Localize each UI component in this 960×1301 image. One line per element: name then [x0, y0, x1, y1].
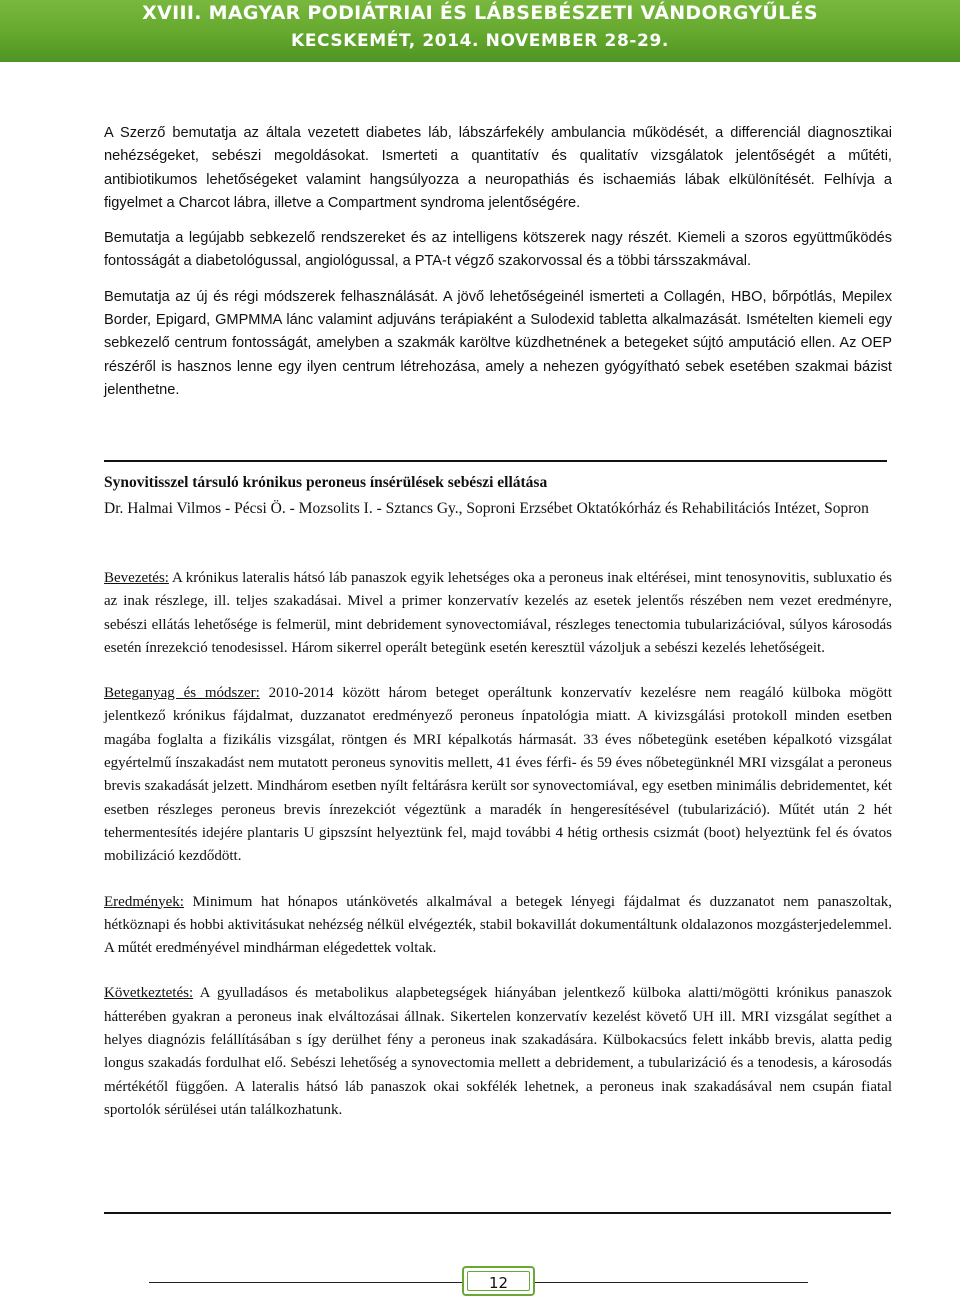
intro-paragraph: A Szerző bemutatja az általa vezetett diabetes láb, lábszárfekély ambulancia működését, a differenciál diagnosztikai nehézségeket, sebészi megoldásokat. Ismerteti a quantitatív és qualitatív vizsgálatok jelentőségét a műtéti, antibiotikumos lehetőségeket valamint hangsúlyozza a neuropathiás és ischaemiás lábak elkülönítését. Felhívja a figyelmet a Charcot lábra, illetve a Compartment syndroma jelentőségére.	[104, 125, 892, 211]
page-number-box	[462, 1266, 535, 1296]
page-number-box-inner	[467, 1271, 530, 1291]
section-text: A gyulladásos és metabolikus alapbetegségek hiányában jelentkező külboka alatti/mögötti krónikus panaszok hátterében gyakran a peroneus inak elváltozásai állnak. Sikertelen konzervatív kezelést követő UH ill. MRI vizsgálat segíthet a helyes diagnózis felállításában s így derülhet fény a peroneus inak szakadására. Külbokacsúcs felett inkább brevis, alatta pedig longus szakadás fordulhat elő. Sebészi lehetőség a synovectomia mellett a debridement, a tubularizáció és a tenodesis, a károsodás mértékétől függően. A lateralis hátsó láb panaszok okai sokfélék lehetnek, a peroneus inak szakadásával nem csupán fiatal sportolók sérülései után találkozhatunk.	[104, 985, 892, 1118]
article-authors: Dr. Halmai Vilmos - Pécsi Ö. - Mozsolits I. - Sztancs Gy., Soproni Erzsébet Oktatókórház és Rehabilitációs Intézet, Sopron	[104, 500, 869, 517]
section-text: 2010-2014 között három beteget operáltunk konzervatív kezelésre nem reagáló külboka mögött jelentkező krónikus fájdalmat, duzzanatot eredményező peroneus ínpatológia miatt. A kivizsgálási protokoll minden esetben magába foglalta a fizikális vizsgálat, röntgen és MRI képalkotás hármasát. 33 éves nőbetegünk esetében képalkotó vizsgálat egyértelmű ínszakadást nem mutatott peroneus synovitis mellett, 41 éves férfi- és 59 éves nőbetegünknél MRI vizsgálat a peroneus brevis szakadását jelzett. Mindhárom esetben nyílt feltárásra került sor synovectomiával, egy esetben minimális debridementet, két esetben részleges peroneus brevis ínrezekciót végeztünk a maradék ín hengeresítésével (tubularizáció). Műtét után 2 hét tehermentesítés idejére plantaris U gipszsínt helyeztünk fel, majd további 4 hétig orthesis csizmát (boot) helyeztünk fel és óvatos mobilizáció kezdődött.	[104, 685, 893, 865]
page-number: 12	[488, 1274, 509, 1292]
section-label: Következtetés:	[104, 985, 194, 1002]
footer-line-right	[535, 1282, 808, 1283]
section-text: Minimum hat hónapos utánkövetés alkalmával a betegek lényegi fájdalmat és duzzanatot nem panaszoltak, hétköznapi és hobbi aktivitásukat nehézség nélkül elvégezték, stabil bokavillát dokumentáltunk oldalazonos mozgásterjedelemmel. A műtét eredményével mindhárman elégedettek voltak.	[104, 893, 892, 957]
section-divider	[104, 460, 887, 462]
conference-location-date: KECSKEMÉT, 2014. NOVEMBER 28-29.	[291, 31, 669, 51]
intro-paragraph: Bemutatja az új és régi módszerek felhasználását. A jövő lehetőségeinél ismerteti a Collagén, HBO, bőrpótlás, Mepilex Border, Epigard, GMPMMA lánc valamint adjuváns terápiaként a Sulodexid tabletta alkalmazását. Ismételten kiemeli egy sebkezelő centrum fontosságát, amelyben a szakmák karöltve küzdhetnének a betegeket sújtó amputáció ellen. Az OEP részéről is hasznos lenne egy ilyen centrum létrehozása, amely a nehezen gyógyítható sebek esetében szakmai bázist jelenthetne.	[104, 288, 892, 398]
article-section-results	[104, 891, 892, 961]
conference-title: XVIII. MAGYAR PODIÁTRIAI ÉS LÁBSEBÉSZETI VÁNDORGYŰLÉS	[142, 2, 818, 24]
article-title: Synovitisszel társuló krónikus peroneus ínsérülések sebészi ellátása	[104, 474, 548, 491]
section-label: Eredmények:	[104, 893, 184, 910]
article-section-conclusion	[104, 982, 892, 1122]
section-text: A krónikus lateralis hátsó láb panaszok egyik lehetséges oka a peroneus inak eltérései, mint tenosynovitis, subluxatio és az inak részlege, ill. teljes szakadásai. Mivel a primer konzervatív kezelés az esetek jelentős részében nem vezet eredményre, sebészi ellátás lehetősége is felmerül, mint debridement synovectomiával, részleges tenectomia tubularizációval, súlyos károsodás esetén ínrezekció tenodesissel. Három sikerrel operált betegünk esetén keresztül vázoljuk a sebészi kezelés lehetőségeit.	[104, 570, 892, 656]
section-label: Beteganyag és módszer:	[104, 685, 260, 702]
intro-paragraph: Bemutatja a legújabb sebkezelő rendszereket és az intelligens kötszerek nagy részét. Kiemeli a szoros együttműködés fontosságát a diabetológussal, angiológussal, a PTA-t végző szakorvossal és a többi társszakmával.	[104, 230, 892, 270]
article-section-intro	[104, 567, 892, 660]
section-label: Bevezetés:	[104, 570, 169, 586]
article-section-methods	[104, 682, 892, 868]
conference-header-banner	[0, 0, 960, 62]
section-divider-bottom	[104, 1212, 891, 1214]
article-body	[104, 567, 892, 1122]
intro-text	[104, 122, 892, 402]
footer-line-left	[149, 1282, 462, 1283]
